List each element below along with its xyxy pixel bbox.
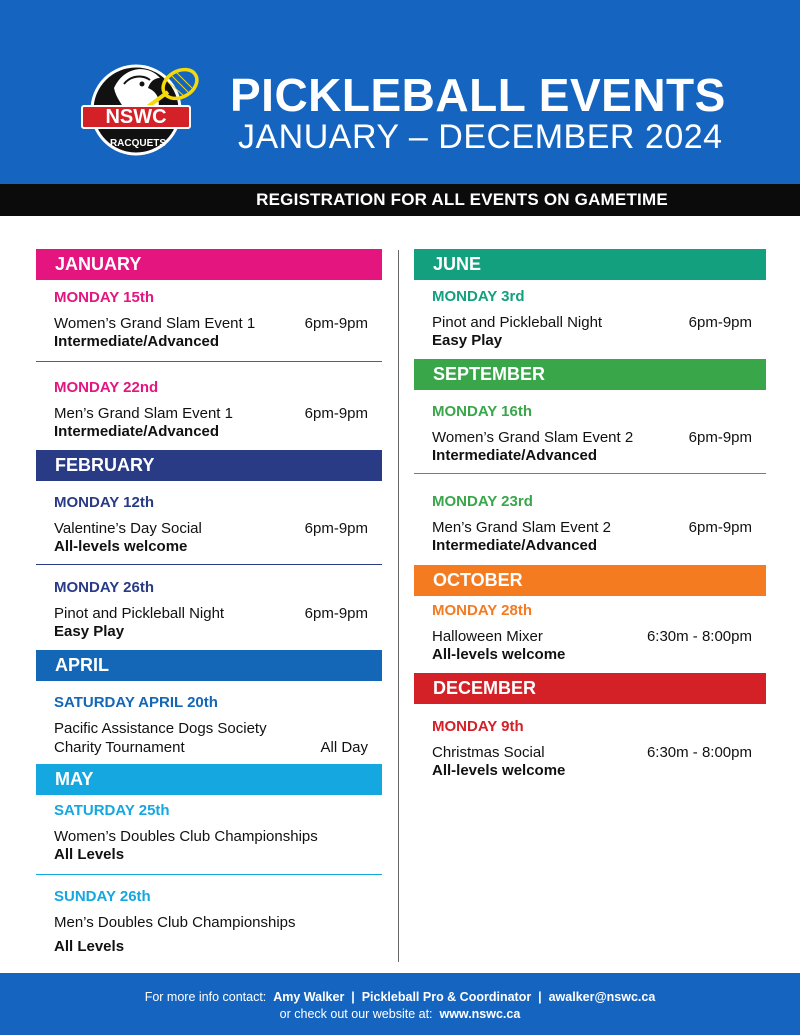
nswc-racquets-logo — [76, 48, 206, 168]
event-level: All-levels welcome — [432, 762, 566, 779]
month-may — [36, 764, 382, 955]
footer-website-link[interactable]: www.nswc.ca — [439, 1007, 521, 1021]
month-april — [36, 650, 382, 756]
event-date: MONDAY 26th — [54, 579, 155, 596]
footer-contact-role: Pickleball Pro & Coordinator — [361, 990, 532, 1004]
month-header-september: SEPTEMBER — [414, 359, 766, 390]
event-date: SUNDAY 26th — [54, 888, 151, 905]
event-date: MONDAY 23rd — [432, 493, 533, 510]
month-header-february: FEBRUARY — [36, 450, 382, 481]
logo-subtext: RACQUETS — [109, 138, 167, 149]
footer-website-line — [0, 1007, 800, 1021]
event-september-2 — [432, 493, 752, 555]
event-january-1 — [54, 289, 368, 351]
event-level: Easy Play — [54, 623, 125, 640]
event-time: 6:30m - 8:00pm — [646, 628, 752, 645]
logo-text: NSWC — [105, 106, 167, 128]
event-date: MONDAY 28th — [432, 602, 533, 619]
event-time: 6pm-9pm — [304, 315, 368, 332]
footer-contact-name: Amy Walker — [273, 990, 345, 1004]
event-time: 6:30m - 8:00pm — [646, 744, 752, 761]
event-february-1 — [54, 494, 368, 556]
event-separator — [414, 473, 766, 474]
event-may-2 — [54, 888, 368, 956]
month-october — [414, 565, 766, 663]
month-header-april: APRIL — [36, 650, 382, 681]
event-level: All Levels — [54, 846, 125, 863]
event-date: MONDAY 16th — [432, 403, 533, 420]
event-separator — [36, 361, 382, 362]
event-time: 6pm-9pm — [304, 605, 368, 622]
footer-separator: | — [351, 990, 355, 1004]
event-january-2 — [54, 379, 368, 441]
event-february-2 — [54, 579, 368, 641]
month-header-january: JANUARY — [36, 249, 382, 280]
event-name: Christmas Social — [432, 744, 545, 761]
footer — [0, 973, 800, 1035]
event-name: Women’s Grand Slam Event 2 — [432, 429, 634, 446]
event-date: MONDAY 22nd — [54, 379, 159, 396]
event-time: 6pm-9pm — [688, 314, 752, 331]
event-name: Pinot and Pickleball Night — [54, 605, 225, 622]
event-level: Intermediate/Advanced — [432, 447, 598, 464]
event-level: Intermediate/Advanced — [54, 423, 220, 440]
footer-website-prefix: or check out our website at: — [279, 1007, 433, 1021]
event-name: Women’s Doubles Club Championships — [54, 828, 318, 845]
month-june — [414, 249, 766, 349]
footer-separator: | — [538, 990, 542, 1004]
event-may-1 — [54, 802, 368, 864]
event-name: Valentine’s Day Social — [54, 520, 202, 537]
event-level: All Levels — [54, 938, 125, 955]
event-date: MONDAY 9th — [432, 718, 524, 735]
month-december — [414, 673, 766, 779]
event-june-1 — [432, 288, 752, 350]
event-april-1 — [54, 694, 368, 757]
event-date: SATURDAY APRIL 20th — [54, 694, 218, 711]
event-level: Easy Play — [432, 332, 503, 349]
event-september-1 — [432, 403, 752, 465]
month-february — [36, 450, 382, 640]
event-name: Halloween Mixer — [432, 628, 543, 645]
footer-contact-line — [0, 990, 800, 1004]
event-time: 6pm-9pm — [688, 519, 752, 536]
event-october-1 — [432, 602, 752, 664]
month-header-june: JUNE — [414, 249, 766, 280]
event-level: Intermediate/Advanced — [54, 333, 220, 350]
event-level: All-levels welcome — [432, 646, 566, 663]
event-time: 6pm-9pm — [304, 405, 368, 422]
event-separator — [36, 564, 382, 565]
event-date: MONDAY 12th — [54, 494, 155, 511]
footer-email-link[interactable]: awalker@nswc.ca — [548, 990, 656, 1004]
column-divider — [398, 250, 399, 962]
event-date: SATURDAY 25th — [54, 802, 170, 819]
event-time: All Day — [320, 739, 368, 756]
event-name: Men’s Grand Slam Event 1 — [54, 405, 233, 422]
event-name-line-2: Charity Tournament — [54, 739, 185, 756]
month-header-december: DECEMBER — [414, 673, 766, 704]
event-time: 6pm-9pm — [688, 429, 752, 446]
month-january — [36, 249, 382, 440]
event-separator — [36, 874, 382, 875]
event-name: Men’s Doubles Club Championships — [54, 914, 296, 931]
month-header-october: OCTOBER — [414, 565, 766, 596]
event-date: MONDAY 3rd — [432, 288, 525, 305]
event-name: Pacific Assistance Dogs Society — [54, 720, 267, 737]
event-level: Intermediate/Advanced — [432, 537, 598, 554]
event-name: Women’s Grand Slam Event 1 — [54, 315, 256, 332]
event-name: Pinot and Pickleball Night — [432, 314, 603, 331]
header-banner — [0, 0, 800, 184]
registration-banner — [0, 184, 800, 216]
footer-contact-prefix: For more info contact: — [144, 990, 267, 1004]
event-time: 6pm-9pm — [304, 520, 368, 537]
month-header-may: MAY — [36, 764, 382, 795]
event-level: All-levels welcome — [54, 538, 188, 555]
page-subtitle: JANUARY – DECEMBER 2024 — [238, 118, 723, 156]
page-title: PICKLEBALL EVENTS — [230, 69, 726, 121]
event-name: Men’s Grand Slam Event 2 — [432, 519, 611, 536]
registration-text: REGISTRATION FOR ALL EVENTS ON GAMETIME — [256, 190, 668, 209]
month-september — [414, 359, 766, 554]
event-december-1 — [432, 718, 752, 780]
event-date: MONDAY 15th — [54, 289, 155, 306]
